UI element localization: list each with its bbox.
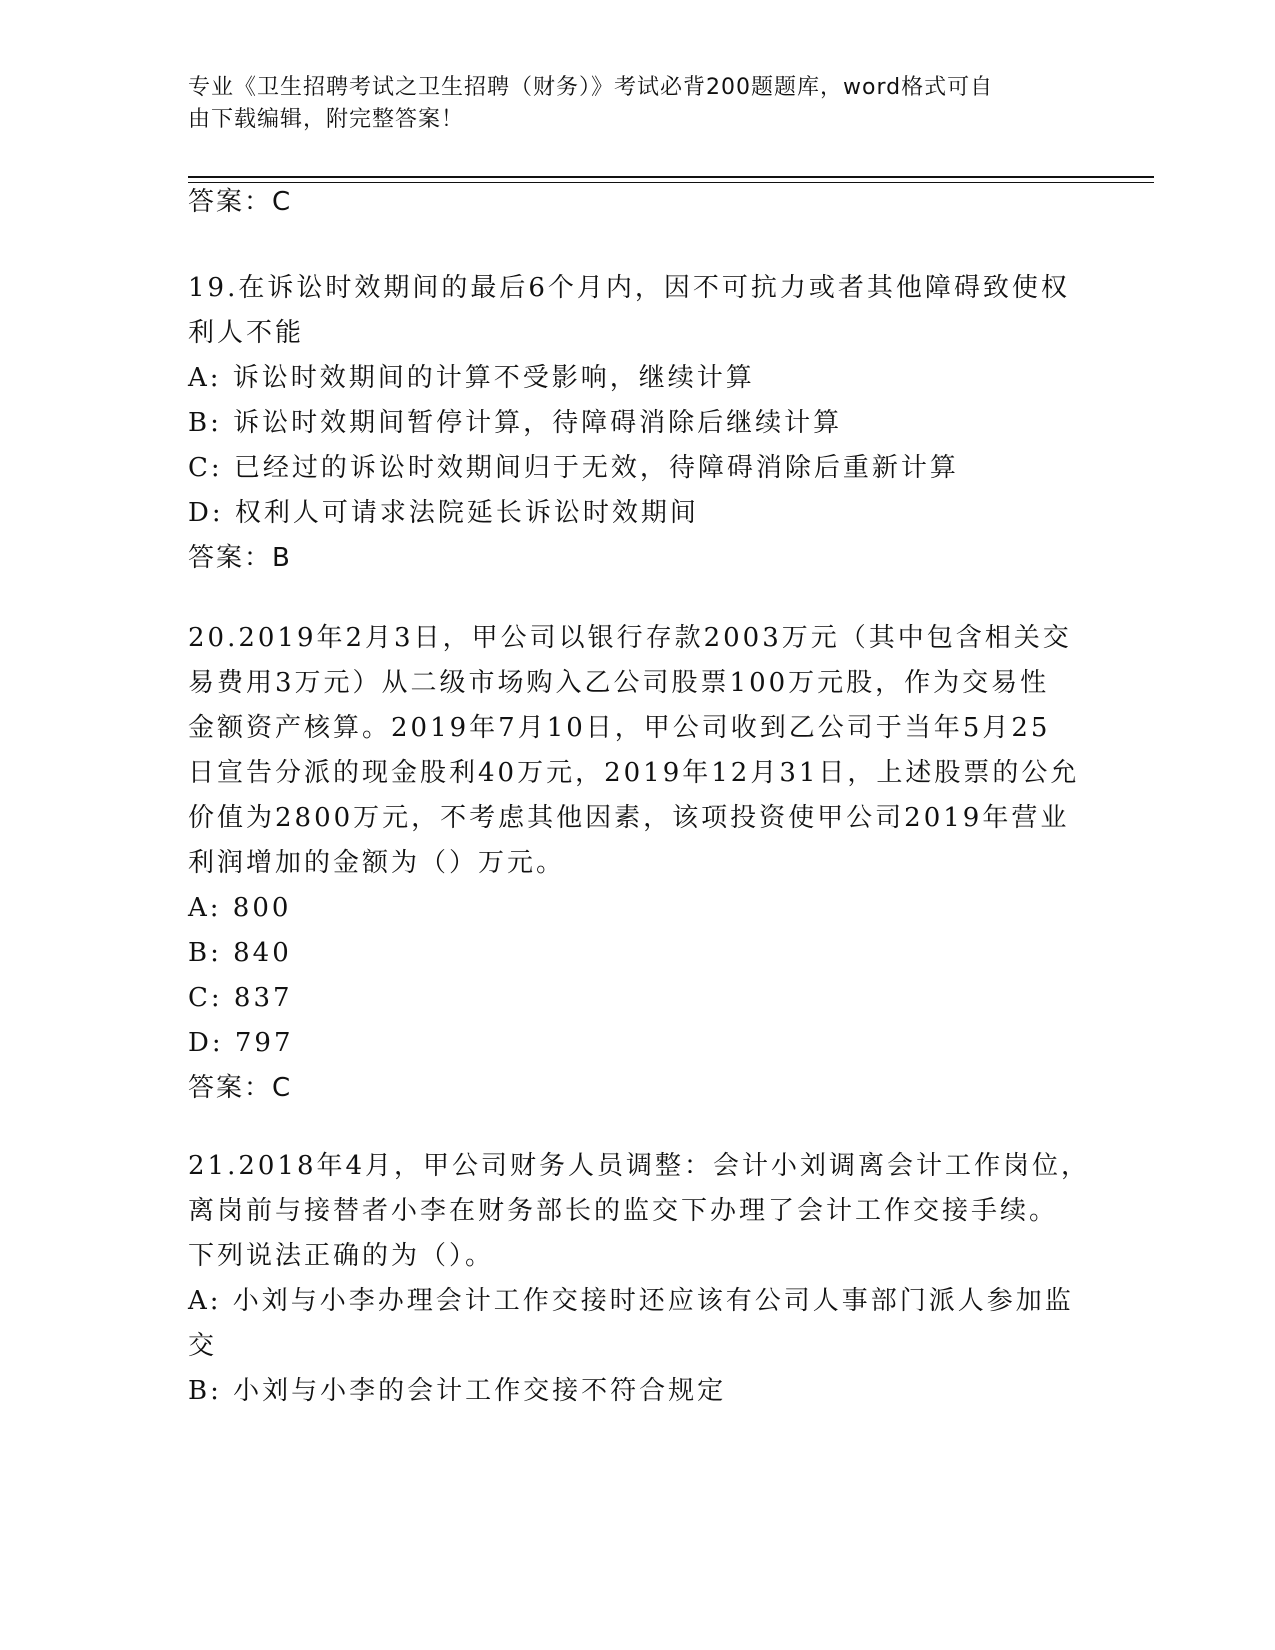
option-b: B: 小刘与小李的会计工作交接不符合规定 bbox=[188, 1376, 727, 1406]
question-stem-line: 下列说法正确的为（）。 bbox=[188, 1241, 495, 1271]
question-stem-line: 价值为2800万元，不考虑其他因素，该项投资使甲公司2019年营业 bbox=[188, 803, 1070, 833]
question-stem-line: 20.2019年2月3日，甲公司以银行存款2003万元（其中包含相关交 bbox=[188, 623, 1072, 653]
question-stem-line: 21.2018年4月，甲公司财务人员调整：会计小刘调离会计工作岗位， bbox=[188, 1151, 1091, 1181]
option-c: C: 已经过的诉讼时效期间归于无效，待障碍消除后重新计算 bbox=[188, 453, 959, 483]
answer-label: 答案：C bbox=[188, 187, 293, 217]
header-line-1: 专业《卫生招聘考试之卫生招聘（财务）》考试必背200题题库，word格式可自 bbox=[188, 75, 994, 100]
option-a: A: 小刘与小李办理会计工作交接时还应该有公司人事部门派人参加监 bbox=[188, 1286, 1074, 1316]
option-c: C: 837 bbox=[188, 983, 293, 1013]
option-b: B: 诉讼时效期间暂停计算，待障碍消除后继续计算 bbox=[188, 408, 843, 438]
option-d: D: 797 bbox=[188, 1028, 294, 1058]
answer-label: 答案：B bbox=[188, 543, 292, 573]
option-b: B: 840 bbox=[188, 938, 292, 968]
option-a-continued: 交 bbox=[188, 1331, 218, 1361]
question-stem-line: 易费用3万元）从二级市场购入乙公司股票100万元股，作为交易性 bbox=[188, 668, 1050, 698]
question-stem-line: 日宣告分派的现金股利40万元，2019年12月31日，上述股票的公允 bbox=[188, 758, 1080, 788]
question-21 bbox=[188, 1144, 1091, 1414]
previous-answer-block bbox=[188, 180, 1088, 225]
header-rule-thick bbox=[188, 176, 1154, 178]
question-stem-line: 19.在诉讼时效期间的最后6个月内，因不可抗力或者其他障碍致使权 bbox=[188, 273, 1070, 303]
question-19 bbox=[188, 266, 1088, 581]
question-20 bbox=[188, 616, 1088, 1111]
option-a: A: 诉讼时效期间的计算不受影响，继续计算 bbox=[188, 363, 755, 393]
question-stem-line: 离岗前与接替者小李在财务部长的监交下办理了会计工作交接手续。 bbox=[188, 1196, 1059, 1226]
option-a: A: 800 bbox=[188, 893, 292, 923]
document-header bbox=[188, 72, 1068, 136]
option-d: D: 权利人可请求法院延长诉讼时效期间 bbox=[188, 498, 699, 528]
question-stem-line: 金额资产核算。2019年7月10日，甲公司收到乙公司于当年5月25 bbox=[188, 713, 1051, 743]
question-stem-line: 利润增加的金额为（）万元。 bbox=[188, 848, 566, 878]
question-stem-line: 利人不能 bbox=[188, 318, 305, 348]
answer-label: 答案：C bbox=[188, 1073, 293, 1103]
header-line-2: 由下载编辑，附完整答案！ bbox=[188, 107, 465, 132]
